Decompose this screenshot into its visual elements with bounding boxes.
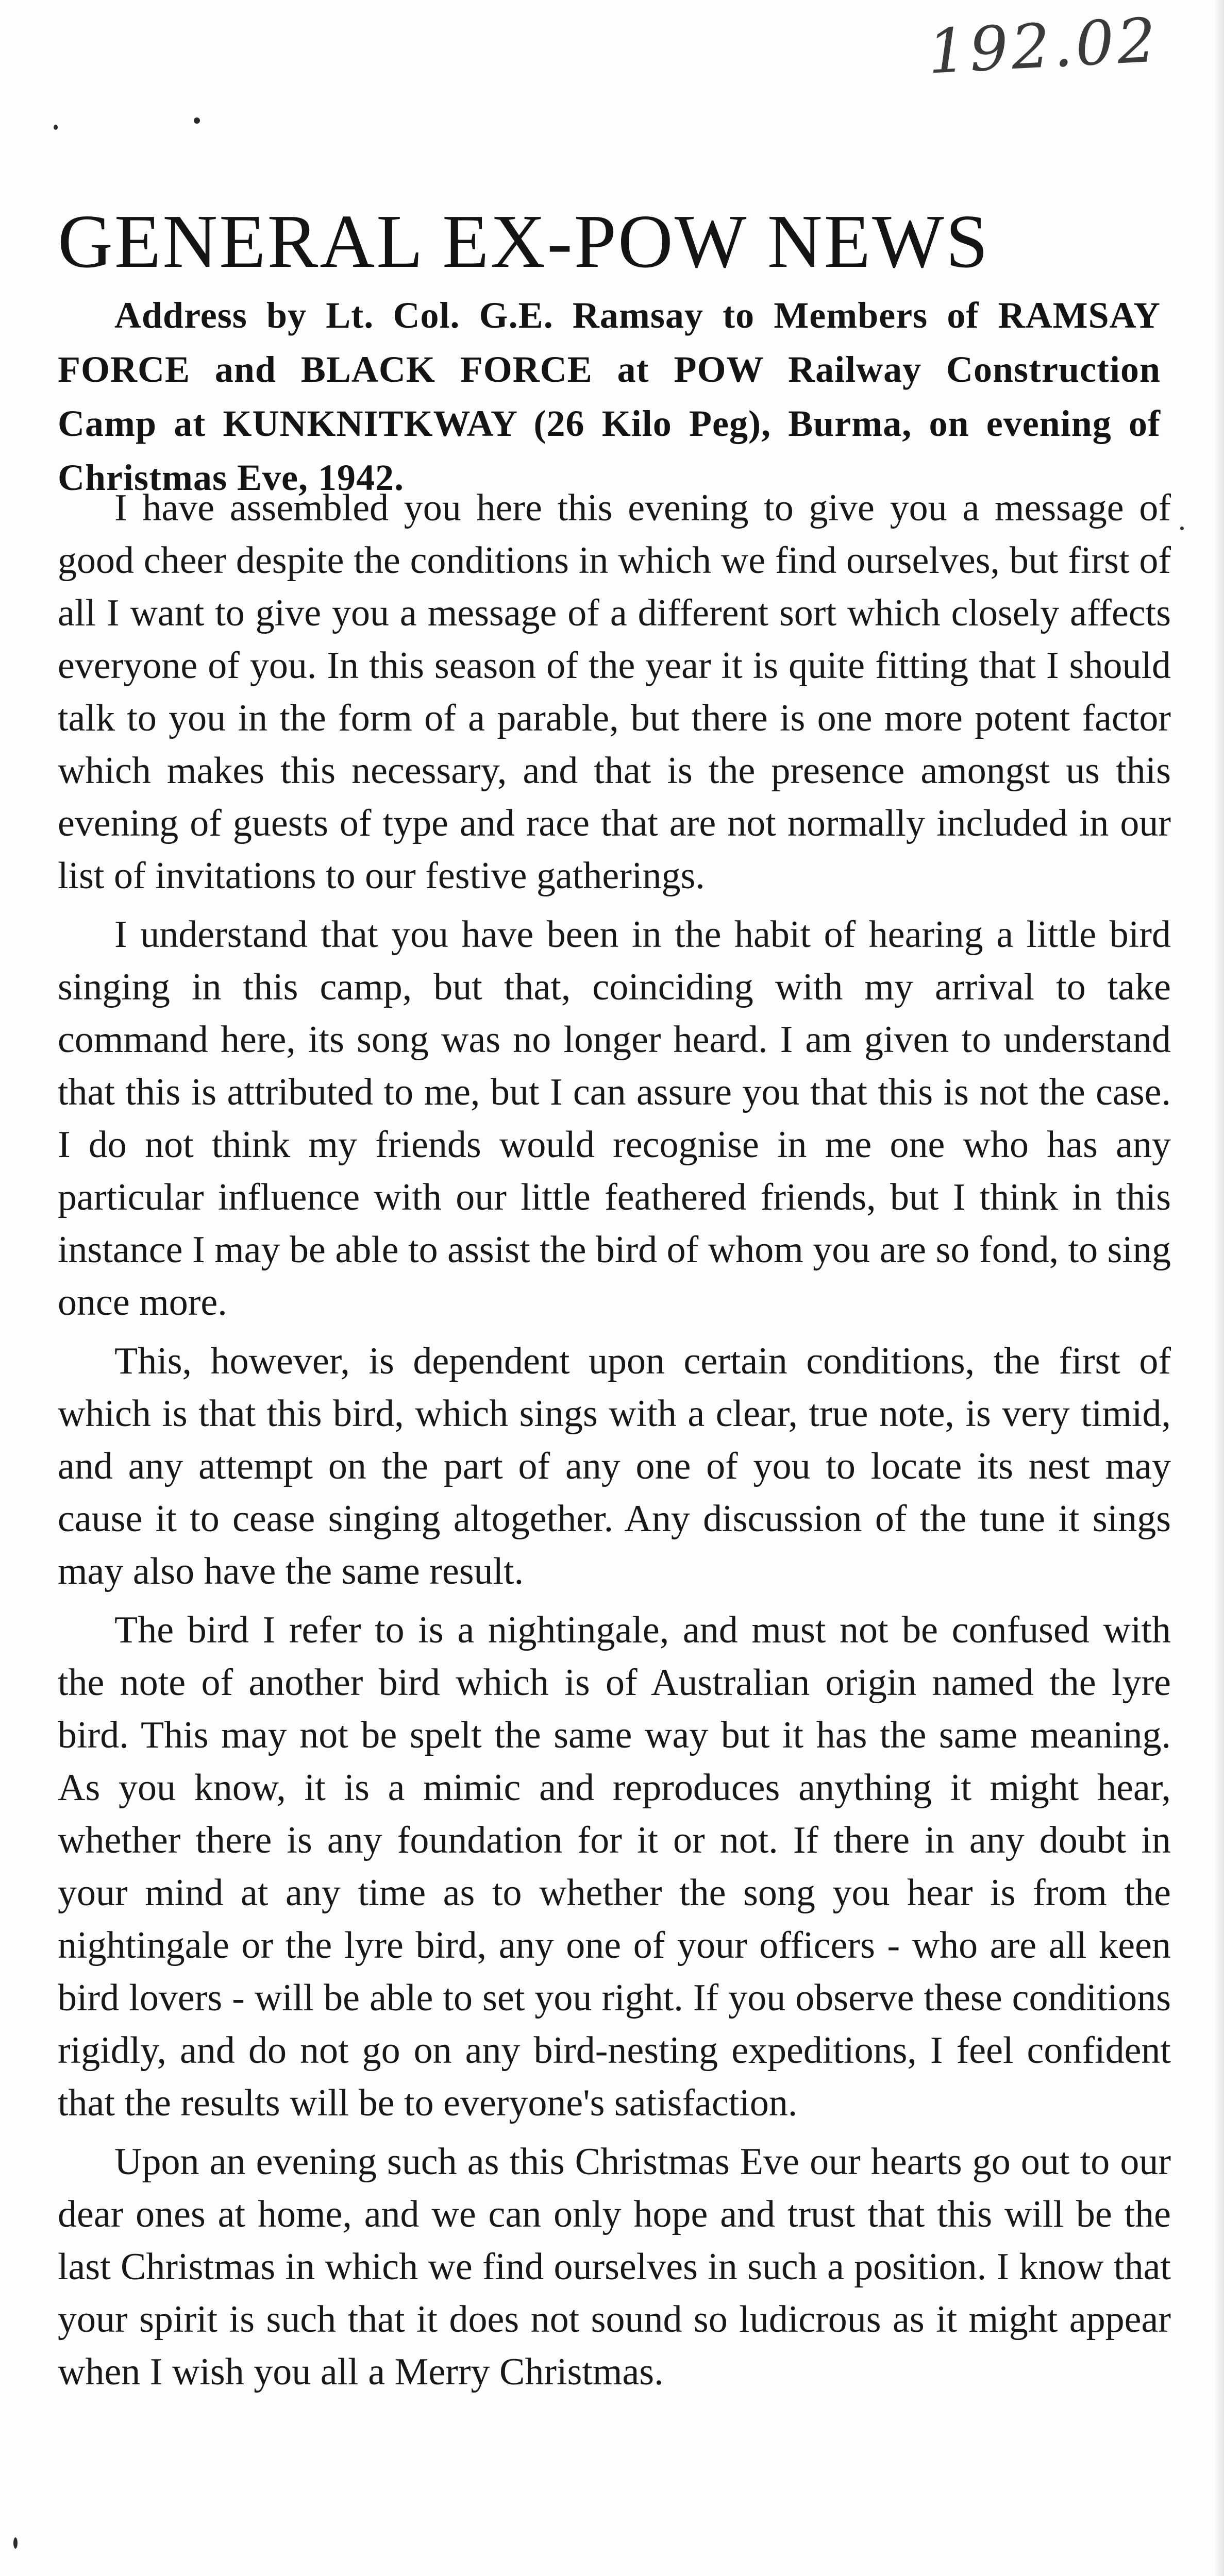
paragraph: Upon an evening such as this Christmas Eve our hearts go out to our dear ones at home, and we can only hope and trust that this will be the last Christmas in which we find ourselves in such a position. I know that your spirit is such that it does not sound so ludicrous as it might appear when I wish you all a Merry Christmas.: [58, 2141, 1171, 2393]
article-body: [58, 482, 1171, 2404]
paragraph: I understand that you have been in the habit of hearing a little bird singing in this camp, but that, coinciding with my arrival to take command here, its song was no longer heard. I am given to understand that this is attributed to me, but I can assure you that this is not the case. I do not think my friends would recognise in me one who has any particular influence with our little feathered friends, but I think in this instance I may be able to assist the bird of whom you are so fond, to sing once more.: [58, 913, 1171, 1324]
paragraph: This, however, is dependent upon certain conditions, the first of which is that this bird, which sings with a clear, true note, is very timid, and any attempt on the part of any one of you to locate its nest may cause it to cease singing altogether. Any discussion of the tune it sings may also have the same result.: [58, 1340, 1171, 1592]
ink-speck: [13, 2537, 18, 2549]
subheading: Address by Lt. Col. G.E. Ramsay to Members of RAMSAY FORCE and BLACK FORCE at POW Railway Construction Camp at KUNKNITKWAY (26 Kilo Peg), Burma, on evening of Christmas Eve, 1942.: [58, 295, 1161, 498]
ink-speck: [194, 117, 200, 124]
ink-speck: [1180, 527, 1184, 530]
handwritten-annotation: 192.02: [926, 4, 1161, 88]
headline: GENERAL EX-POW NEWS: [58, 199, 990, 284]
paragraph: The bird I refer to is a nightingale, and must not be confused with the note of another bird which is of Australian origin named the lyre bird. This may not be spelt the same way but it has the same meaning. As you know, it is a mimic and reproduces anything it might hear, whether there is any foundation for it or not. If there in any doubt in your mind at any time as to whether the song you hear is from the nightingale or the lyre bird, any one of your officers - who are all keen bird lovers - will be able to set you right. If you observe these conditions rigidly, and do not go on any bird-nesting expeditions, I feel confident that the results will be to everyone's satisfaction.: [58, 1609, 1171, 2124]
ink-speck: [54, 125, 58, 130]
paragraph: I have assembled you here this evening to give you a message of good cheer despite the conditions in which we find ourselves, but first of all I want to give you a message of a different sort which closely affects everyone of you. In this season of the year it is quite fitting that I should talk to you in the form of a parable, but there is one more potent factor which makes this necessary, and that is the presence amongst us this evening of guests of type and race that are not normally included in our list of invitations to our festive gatherings.: [58, 487, 1171, 897]
page-edge-shadow: [1213, 0, 1224, 2576]
